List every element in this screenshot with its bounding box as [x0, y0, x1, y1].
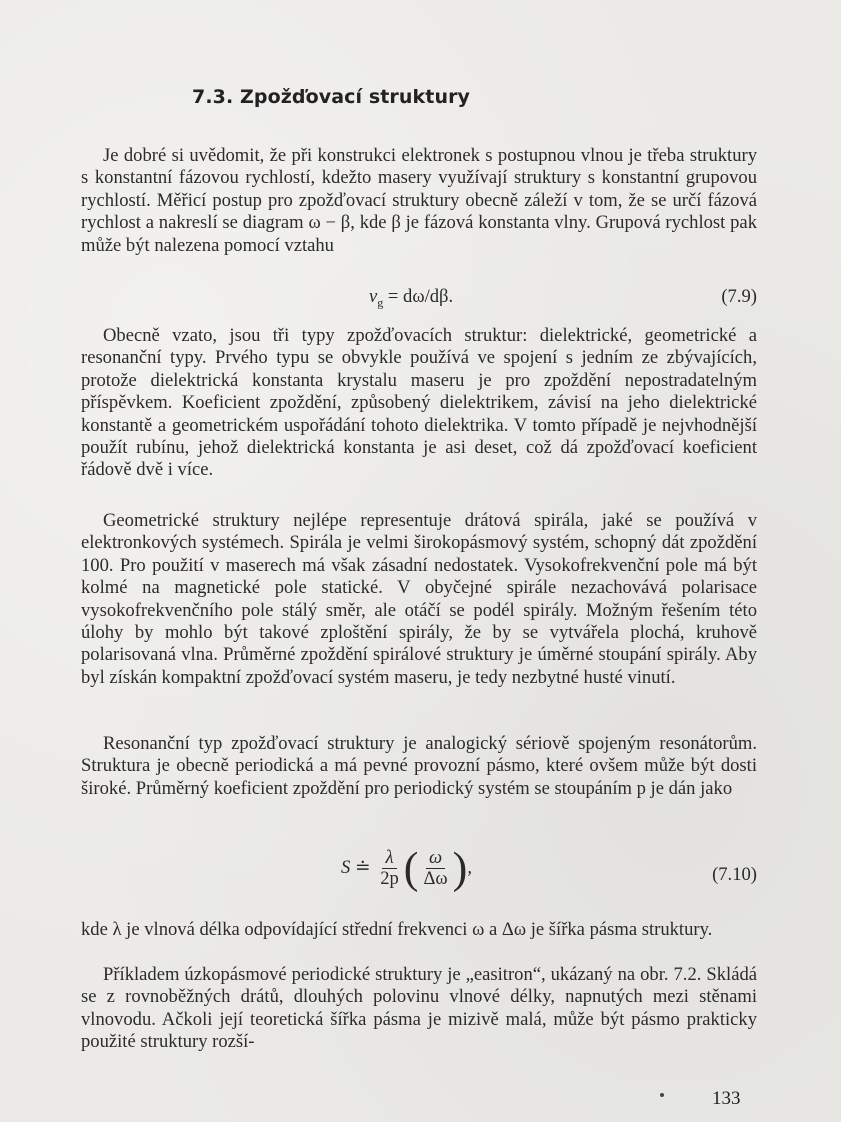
paragraph-text: Je dobré si uvědomit, že při konstrukci elektronek s postupnou vlnou je třeba struktury s konstantní fázovou rychlostí, kdežto masery využívají struktury s konstantní grupovou rychlostí. Měřicí postup pro zpožďovací struktury obecně záleží v tom, že se určí fázová rychlost a nakreslí se diagram ω − β, kde β je fázová konstanta vlny. Grupová rychlost pak může být nalezena pomocí vztahu: [81, 145, 757, 256]
paragraph-text: Příkladem úzkopásmové periodické struktury je „easitron“, ukázaný na obr. 7.2. Skládá se z rovnoběžných drátů, dlouhých polovinu vlnové délky, napnutých mezi stěnami vlnovodu. Ačkoli její teoretická šířka pásma je mizivě malá, může být pásmo prakticky použité struktury rozší-: [81, 964, 757, 1053]
left-paren: (: [403, 843, 419, 893]
paper-speck: [660, 1093, 664, 1097]
equation-expression: S ≐ $\frac{\lambda}{2p}$ ( $\frac{\omega}{\Delta\omega}$ ),: [341, 843, 472, 893]
page-number: 133: [712, 1088, 741, 1109]
paragraph-5: [81, 919, 757, 941]
paragraph-text: Geometrické struktury nejlépe representuje drátová spirála, jaké se používá v elektronkových systémech. Spirála je velmi širokopásmový systém, schopný dát zpoždění 100. Pro použití v maserech má však zásadní nedostatek. Vysokofrekvenční pole má být kolmé na magnetické pole statické. V obyčejné spirále nezachovává polarisace vysokofrekvenčního pole stálý směr, ale otáčí se podél spirály. Možným řešením této úlohy by mohlo být takové zploštění spirály, že by se vytvářela plochá, kruhově polarisovaná vlna. Průměrné zpoždění spirálové struktury je úměrné stoupání spirály. Aby byl získán kompaktní zpožďovací systém maseru, je tedy nezbytné husté vinutí.: [81, 510, 757, 688]
paragraph-3: [81, 510, 757, 689]
section-number: 7.3.: [192, 86, 234, 108]
section-heading: [192, 86, 470, 108]
paragraph-text: Resonanční typ zpožďovací struktury je analogický sériově spojeným resonátorům. Struktura je obecně periodická a má pevné provozní pásmo, které ovšem může být dosti široké. Průměrný koeficient zpoždění pro periodický systém se stoupáním p je dán jako: [81, 733, 757, 799]
fraction: $\frac{\lambda}{2p}$: [380, 847, 399, 889]
equation-number: (7.9): [721, 286, 757, 307]
right-paren: ): [452, 843, 468, 893]
paragraph-6: [81, 964, 757, 1054]
paragraph-1: [81, 145, 757, 257]
equation-number: (7.10): [712, 864, 757, 885]
equation-7-10: [81, 843, 757, 904]
paragraph-text: kde λ je vlnová délka odpovídající střední frekvenci ω a Δω je šířka pásma struktury.: [81, 919, 713, 940]
equation-expression: $v_g = d\omega/d\beta$.: [369, 286, 454, 310]
paragraph-text: Obecně vzato, jsou tři typy zpožďovacích struktur: dielektrické, geometrické a resonanční typy. Prvého typu se obvykle používá ve spojení s jedním ze zbývajících, protože dielektrická konstanta krystalu maseru je pro zpoždění nepostradatelným příspěvkem. Koeficient zpoždění, způsobený dielektrikem, závisí na jeho dielektrické konstantě a geometrickém uspořádání tohoto dielektrika. V tomto případě je nejvhodnější použít rubínu, jehož dielektrická konstanta je asi deset, což dá zpožďovací koeficient řádově dvě i více.: [81, 325, 757, 481]
paragraph-4: [81, 733, 757, 800]
equation-7-9: [81, 286, 757, 312]
paragraph-2: [81, 325, 757, 482]
section-title: Zpožďovací struktury: [240, 86, 471, 108]
fraction: $\frac{\omega}{\Delta\omega}$: [423, 847, 448, 889]
